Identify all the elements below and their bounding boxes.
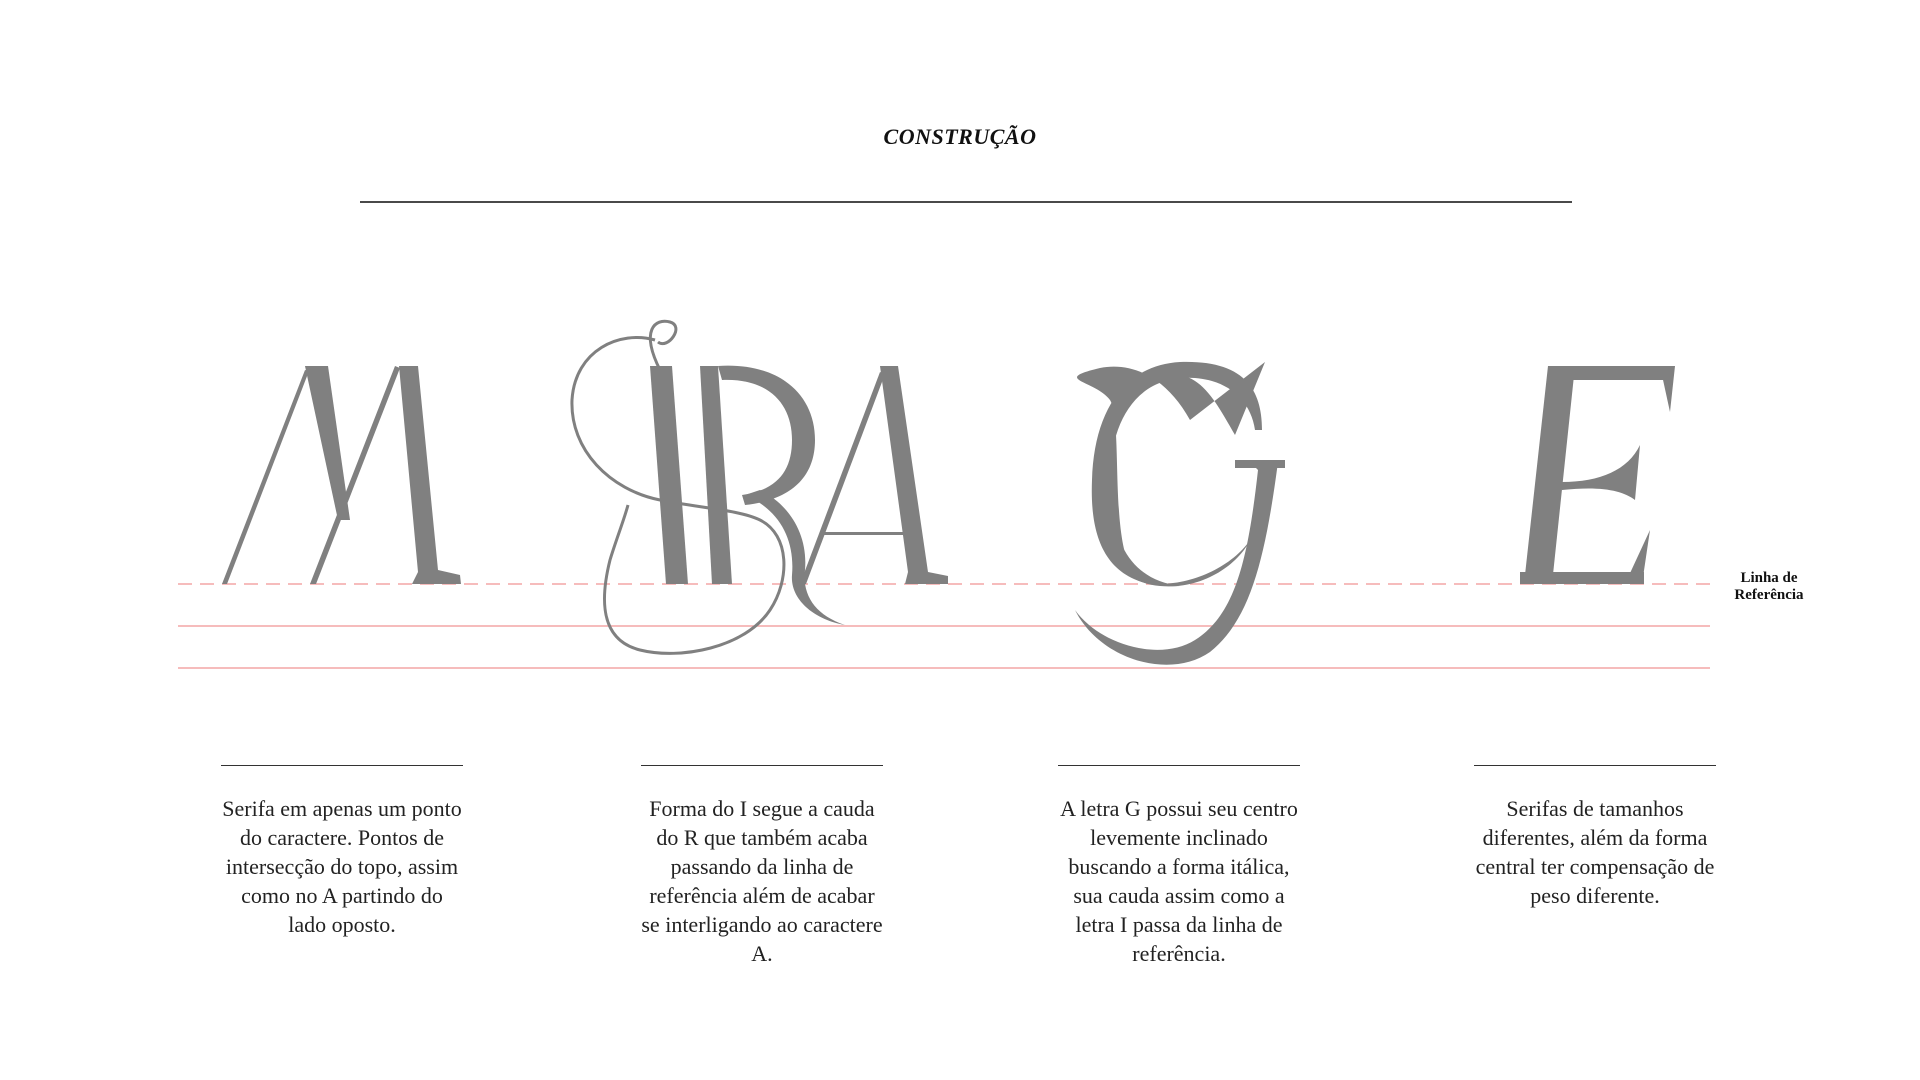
description-divider [1058, 765, 1300, 766]
letter-e-top-serif [1660, 366, 1675, 412]
letter-r-bowl [718, 366, 815, 505]
description-text-g: A letra G possui seu centro levemente inclinado buscando a forma itálica, sua cauda assim como a letra I passa da linha de referência. [1060, 796, 1298, 966]
page-title: CONSTRUÇÃO [883, 124, 1037, 149]
description-column-e [1474, 765, 1716, 910]
letter-g-glyph [1075, 362, 1285, 665]
description-text-ira: Forma do I segue a cauda do R que também acaba passando da linha de referência além de acabar se interligando ao caractere A. [641, 796, 883, 966]
letter-i-top-curl [650, 321, 676, 370]
letter-m-right-stem [399, 366, 461, 584]
letter-e-bottom-serif [1625, 530, 1650, 584]
letter-e-middle-arm [1562, 445, 1640, 500]
description-divider [641, 765, 883, 766]
letter-e-stem [1524, 366, 1575, 584]
description-text-e: Serifas de tamanhos diferentes, além da forma central ter compensação de peso diferente. [1475, 796, 1715, 908]
description-column-ira [641, 765, 883, 968]
letter-a-crossbar [820, 532, 914, 535]
letter-a-right-stem [880, 366, 948, 584]
letter-i-stem [650, 366, 688, 584]
letter-e-top-arm [1548, 366, 1672, 380]
description-text-m: Serifa em apenas um ponto do caractere. Pontos de intersecção do topo, assim como no A partindo do lado oposto. [222, 796, 462, 937]
letter-m-first-stem [305, 366, 350, 520]
letter-m-glyph [222, 366, 461, 584]
description-divider [221, 765, 463, 766]
letter-e-glyph [1520, 366, 1675, 584]
letter-m-left-hairline [222, 370, 309, 584]
letter-a-glyph [800, 366, 948, 584]
letter-r-stem [700, 366, 732, 584]
letter-a-left-hairline [800, 372, 885, 584]
description-divider [1474, 765, 1716, 766]
letter-r-glyph [700, 366, 845, 625]
letter-e-bottom-arm [1520, 572, 1644, 584]
description-column-m [221, 765, 463, 939]
reference-line-label: Linha de Referência [1734, 570, 1804, 603]
description-column-g [1058, 765, 1300, 968]
letter-g-spur [1235, 460, 1285, 468]
